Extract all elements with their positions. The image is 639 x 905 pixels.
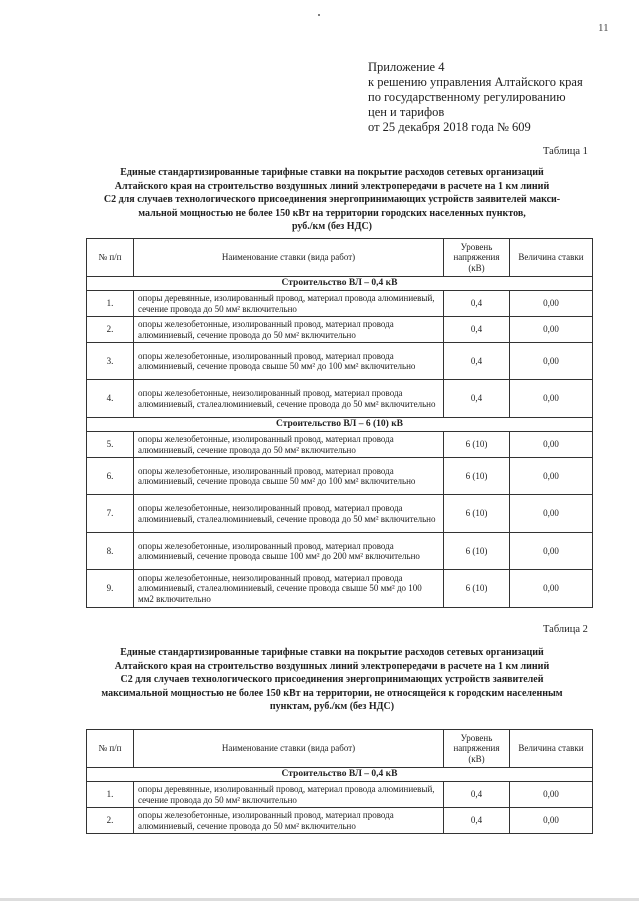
row-rate: 0,00 xyxy=(510,317,593,343)
appendix-line: цен и тарифов xyxy=(368,105,445,119)
appendix-line: Приложение 4 xyxy=(368,60,445,74)
row-desc: опоры деревянные, изолированный провод, материал провода алюминиевый, сечение провода до 50 мм² включительно xyxy=(134,782,444,808)
table2-label: Таблица 2 xyxy=(543,624,588,635)
row-rate: 0,00 xyxy=(510,380,593,418)
table-row xyxy=(87,808,593,834)
appendix-line: к решению управления Алтайского края xyxy=(368,75,583,89)
row-voltage: 0,4 xyxy=(444,317,510,343)
row-rate: 0,00 xyxy=(510,782,593,808)
row-desc: опоры железобетонные, изолированный провод, материал провода алюминиевый, сечение провода до 50 мм² включительно xyxy=(134,317,444,343)
table1-label: Таблица 1 xyxy=(543,146,588,157)
section-title: Строительство ВЛ – 6 (10) кВ xyxy=(87,418,593,432)
row-desc: опоры железобетонные, неизолированный провод, материал провода алюминиевый, сталеалюминиевый, сечение провода до 50 мм² включительно xyxy=(134,495,444,533)
table-row xyxy=(87,317,593,343)
section-row xyxy=(87,418,593,432)
row-rate: 0,00 xyxy=(510,458,593,495)
row-desc: опоры железобетонные, изолированный провод, материал провода алюминиевый, сечение провода свыше 50 мм² до 100 мм² включительно xyxy=(134,458,444,495)
row-num: 9. xyxy=(87,570,134,608)
title-line: пунктам, руб./км (без НДС) xyxy=(269,701,395,712)
row-num: 1. xyxy=(87,291,134,317)
table-row xyxy=(87,495,593,533)
row-num: 3. xyxy=(87,343,134,380)
row-rate: 0,00 xyxy=(510,432,593,458)
row-num: 2. xyxy=(87,317,134,343)
table-row xyxy=(87,782,593,808)
table-row xyxy=(87,432,593,458)
row-num: 6. xyxy=(87,458,134,495)
table-row xyxy=(87,570,593,608)
title-line: максимальной мощностью не более 150 кВт на территории, не относящейся к городским населенным xyxy=(101,687,563,699)
row-rate: 0,00 xyxy=(510,533,593,570)
title-line: Алтайского края на строительство воздушных линий электропередачи в расчете на 1 км линий xyxy=(114,180,550,192)
row-desc: опоры железобетонные, неизолированный провод, материал провода алюминиевый, сталеалюминиевый, сечение провода свыше 50 мм² до 100 мм2 включительно xyxy=(134,570,444,608)
table2-title xyxy=(82,646,582,714)
row-num: 8. xyxy=(87,533,134,570)
row-num: 4. xyxy=(87,380,134,418)
table-row xyxy=(87,458,593,495)
title-line: Единые стандартизированные тарифные ставки на покрытие расходов сетевых организаций xyxy=(120,647,544,658)
row-desc: опоры железобетонные, изолированный провод, материал провода алюминиевый, сечение провода до 50 мм² включительно xyxy=(134,808,444,834)
row-num: 1. xyxy=(87,782,134,808)
title-line: С2 для случаев технологического присоединения энергопринимающих устройств заявителей xyxy=(120,674,544,685)
row-voltage: 6 (10) xyxy=(444,495,510,533)
appendix-header xyxy=(368,60,583,135)
row-voltage: 0,4 xyxy=(444,380,510,418)
title-line: С2 для случаев технологического присоединения энергопринимающих устройств заявителей макси- xyxy=(103,194,561,205)
table-header-row xyxy=(87,730,593,768)
row-rate: 0,00 xyxy=(510,570,593,608)
appendix-line: по государственному регулированию xyxy=(368,90,566,104)
title-line: Единые стандартизированные тарифные ставки на покрытие расходов сетевых организаций xyxy=(120,167,544,178)
table1-title xyxy=(82,166,582,234)
title-line: руб./км (без НДС) xyxy=(291,221,372,232)
table-row xyxy=(87,343,593,380)
row-desc: опоры железобетонные, изолированный провод, материал провода алюминиевый, сечение провода свыше 50 мм² до 100 мм² включительно xyxy=(134,343,444,380)
row-num: 2. xyxy=(87,808,134,834)
row-voltage: 6 (10) xyxy=(444,432,510,458)
row-rate: 0,00 xyxy=(510,495,593,533)
row-voltage: 0,4 xyxy=(444,291,510,317)
row-num: 7. xyxy=(87,495,134,533)
row-desc: опоры железобетонные, изолированный провод, материал провода алюминиевый, сечение провода до 50 мм² включительно xyxy=(134,432,444,458)
table1 xyxy=(86,238,593,608)
row-voltage: 0,4 xyxy=(444,808,510,834)
row-desc: опоры железобетонные, неизолированный провод, материал провода алюминиевый, сталеалюминиевый, сечение провода до 50 мм² включительно xyxy=(134,380,444,418)
col-header-num: № п/п xyxy=(87,730,134,768)
row-voltage: 0,4 xyxy=(444,343,510,380)
page-number: 11 xyxy=(598,22,609,34)
col-header-voltage: Уровень напряжения (кВ) xyxy=(444,730,510,768)
title-line: мальной мощностью не более 150 кВт на территории городских населенных пунктов, xyxy=(138,207,526,219)
table-row xyxy=(87,533,593,570)
section-title: Строительство ВЛ – 0,4 кВ xyxy=(87,277,593,291)
appendix-line: от 25 декабря 2018 года № 609 xyxy=(368,120,531,134)
table-row xyxy=(87,291,593,317)
row-desc: опоры железобетонные, изолированный провод, материал провода алюминиевый, сечение провода свыше 100 мм² до 200 мм² включительно xyxy=(134,533,444,570)
col-header-num: № п/п xyxy=(87,239,134,277)
row-voltage: 6 (10) xyxy=(444,458,510,495)
row-rate: 0,00 xyxy=(510,343,593,380)
row-num: 5. xyxy=(87,432,134,458)
table2 xyxy=(86,729,593,834)
scan-edge xyxy=(0,898,639,901)
row-rate: 0,00 xyxy=(510,291,593,317)
row-desc: опоры деревянные, изолированный провод, материал провода алюминиевый, сечение провода до 50 мм² включительно xyxy=(134,291,444,317)
section-title: Строительство ВЛ – 0,4 кВ xyxy=(87,768,593,782)
section-row xyxy=(87,768,593,782)
table-row xyxy=(87,380,593,418)
section-row xyxy=(87,277,593,291)
title-line: Алтайского края на строительство воздушных линий электропередачи в расчете на 1 км линий xyxy=(114,660,550,672)
row-rate: 0,00 xyxy=(510,808,593,834)
row-voltage: 6 (10) xyxy=(444,570,510,608)
col-header-rate: Величина ставки xyxy=(510,730,593,768)
col-header-rate: Величина ставки xyxy=(510,239,593,277)
row-voltage: 0,4 xyxy=(444,782,510,808)
table-header-row xyxy=(87,239,593,277)
col-header-name: Наименование ставки (вида работ) xyxy=(134,730,444,768)
col-header-name: Наименование ставки (вида работ) xyxy=(134,239,444,277)
col-header-voltage: Уровень напряжения (кВ) xyxy=(444,239,510,277)
scan-speck xyxy=(318,14,320,16)
row-voltage: 6 (10) xyxy=(444,533,510,570)
